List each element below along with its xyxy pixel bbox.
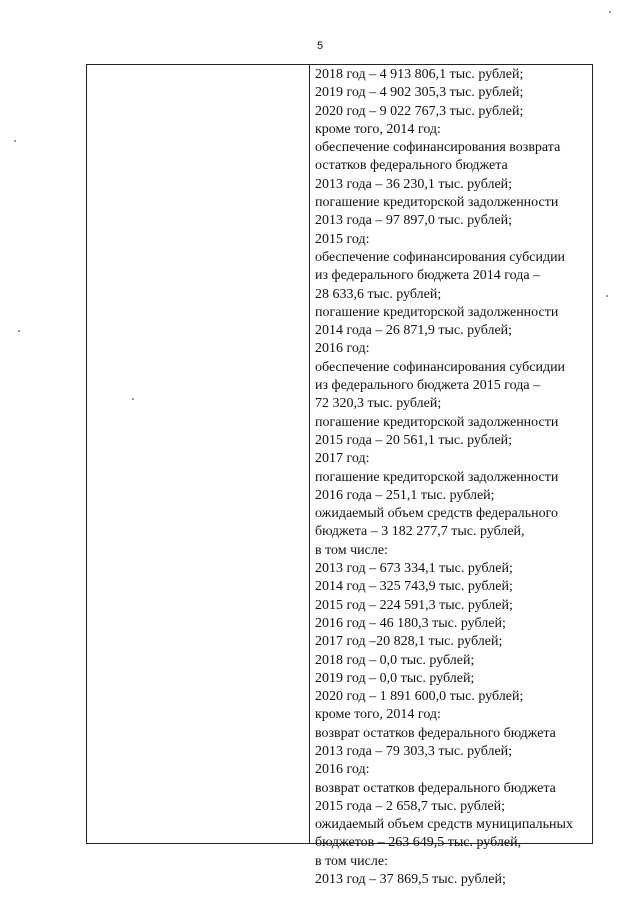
text-line: 2016 год:: [315, 762, 370, 778]
text-line: возврат остатков федерального бюджета: [315, 725, 556, 741]
table-left-cell: [87, 65, 310, 843]
text-line: ожидаемый объем средств муниципальных: [315, 817, 573, 833]
text-line: 2013 года – 79 303,3 тыс. рублей;: [315, 743, 513, 759]
text-line: 2013 год – 37 869,5 тыс. рублей;: [315, 872, 506, 888]
text-line: 2013 года – 36 230,1 тыс. рублей;: [315, 176, 513, 192]
text-line: 2016 года – 251,1 тыс. рублей;: [315, 487, 495, 503]
text-line: обеспечение софинансирования возврата: [315, 140, 561, 156]
page-number: 5: [316, 40, 324, 52]
text-line: остатков федерального бюджета: [315, 158, 508, 174]
text-line: из федерального бюджета 2014 года –: [315, 268, 541, 284]
text-line: кроме того, 2014 год:: [315, 121, 441, 137]
text-line: погашение кредиторской задолженности: [315, 195, 559, 211]
text-line: погашение кредиторской задолженности: [315, 469, 559, 485]
text-line: 2019 год – 4 902 305,3 тыс. рублей;: [315, 85, 524, 101]
text-line: 2016 год:: [315, 341, 370, 357]
text-line: из федерального бюджета 2015 года –: [315, 378, 541, 394]
text-line: в том числе:: [315, 542, 388, 558]
document-table: [86, 64, 593, 888]
text-line: бюджетов – 263 649,5 тыс. рублей,: [315, 835, 522, 851]
text-line: 2014 года – 26 871,9 тыс. рублей;: [315, 323, 513, 339]
text-line: 2017 год:: [315, 451, 370, 467]
text-line: погашение кредиторской задолженности: [315, 414, 559, 430]
text-line: обеспечение софинансирования субсидии: [315, 359, 566, 375]
text-line: бюджета – 3 182 277,7 тыс. рублей,: [315, 524, 525, 540]
text-line: 28 633,6 тыс. рублей;: [315, 286, 442, 302]
text-line: 2016 год – 46 180,3 тыс. рублей;: [315, 615, 506, 631]
table-right-cell: [310, 65, 592, 888]
text-line: 2015 года – 20 561,1 тыс. рублей;: [315, 432, 513, 448]
text-line: возврат остатков федерального бюджета: [315, 780, 556, 796]
scan-speck: [609, 11, 611, 13]
scan-speck: [18, 330, 20, 332]
scan-speck: [606, 295, 608, 297]
text-line: 2013 года – 97 897,0 тыс. рублей;: [315, 213, 513, 229]
text-line: 2013 год – 673 334,1 тыс. рублей;: [315, 561, 513, 577]
scan-speck: [132, 398, 134, 400]
text-line: 2017 год –20 828,1 тыс. рублей;: [315, 634, 503, 650]
text-line: 2015 год – 224 591,3 тыс. рублей;: [315, 597, 513, 613]
scan-speck: [14, 140, 16, 142]
text-line: 2014 год – 325 743,9 тыс. рублей;: [315, 579, 513, 595]
text-line: 2020 год – 1 891 600,0 тыс. рублей;: [315, 689, 524, 705]
text-line: 2019 год – 0,0 тыс. рублей;: [315, 670, 475, 686]
text-line: 2020 год – 9 022 767,3 тыс. рублей;: [315, 103, 524, 119]
text-line: 2018 год – 0,0 тыс. рублей;: [315, 652, 475, 668]
text-line: ожидаемый объем средств федерального: [315, 506, 559, 522]
text-line: кроме того, 2014 год:: [315, 707, 441, 723]
text-line: 72 320,3 тыс. рублей;: [315, 396, 442, 412]
text-line: погашение кредиторской задолженности: [315, 304, 559, 320]
text-line: 2015 год:: [315, 231, 370, 247]
text-line: 2018 год – 4 913 806,1 тыс. рублей;: [315, 67, 524, 82]
text-line: обеспечение софинансирования субсидии: [315, 249, 566, 265]
text-line: в том числе:: [315, 853, 388, 869]
text-line: 2015 года – 2 658,7 тыс. рублей;: [315, 798, 506, 814]
